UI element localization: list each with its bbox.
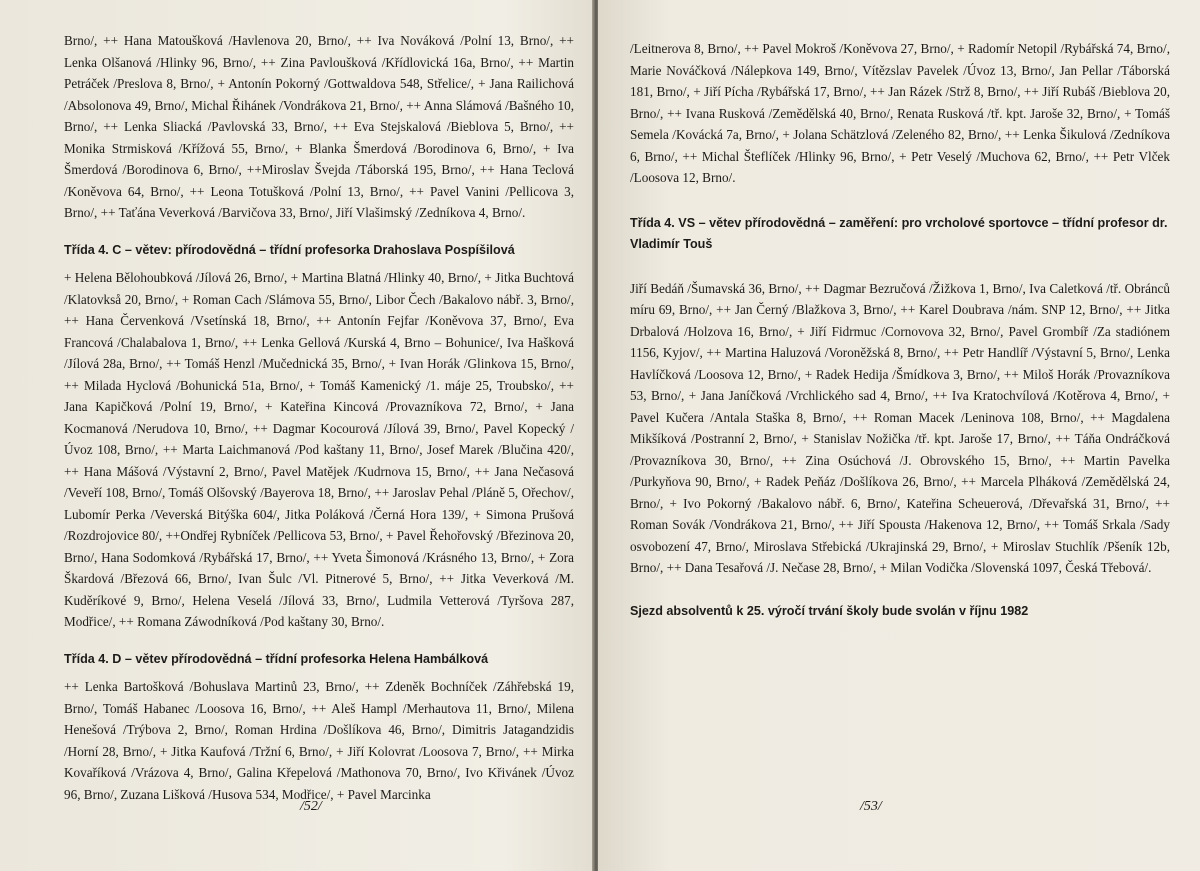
right-page <box>598 0 1200 871</box>
left-intro-paragraph: Brno/, ++ Hana Matoušková /Havlenova 20, Brno/, ++ Iva Nováková /Polní 13, Brno/, ++ Lenka Olšanová /Hlinky 96, Brno/, ++ Zina Pavloušková /Křídlovická 16a, Brno/, ++ Martin Petráček /Preslova 8, Brno/, + Antonín Pokorný /Gottwaldova 548, Střelice/, + Jana Railichová /Absolonova 49, Brno/, Michal Řihánek /Vondrákova 21, Brno/, ++ Anna Slámová /Bašného 10, Brno/, ++ Lenka Sliacká /Pavlovská 33, Brno/, ++ Eva Stejskalová /Bieblova 5, Brno/, ++ Monika Strmisková /Křížová 55, Brno/, + Blanka Šmerdová /Borodinova 6, Brno/, + Iva Šmerdová /Borodinova 6, Brno/, ++Miroslav Švejda /Táborská 195, Brno/, ++ Hana Teclová /Koněvova 64, Brno/, ++ Leona Totušková /Polní 13, Brno/, ++ Pavel Vanini /Pellicova 3, Brno/, ++ Taťána Veverková /Barvičova 33, Brno/, Jiří Vlašimský /Zedníkova 4, Brno/. <box>64 33 574 220</box>
closing-note: Sjezd absolventů k 25. výročí trvání školy bude svolán v říjnu 1982 <box>630 603 1029 618</box>
left-page <box>0 0 594 871</box>
right-intro-paragraph: /Leitnerova 8, Brno/, ++ Pavel Mokroš /Koněvova 27, Brno/, + Radomír Netopil /Rybářská 74, Brno/, Marie Nováčková /Nálepkova 149, Brno/, Vítězslav Pavelek /Úvoz 13, Brno/, Jan Pellar /Táborská 181, Brno/, + Jiří Pícha /Rybářská 17, Brno/, ++ Jan Rázek /Strž 8, Brno/, ++ Jiří Rubáš /Bieblova 20, Brno/, ++ Ivana Rusková /Zemědělská 40, Brno/, Renata Rusková /tř. kpt. Jaroše 32, Brno/, + Tomáš Semela /Kovácká 7a, Brno/, + Jolana Schätzlová /Zeleného 82, Brno/, ++ Lenka Šikulová /Zedníkova 6, Brno/, ++ Michal Šteflíček /Hlinky 96, Brno/, + Petr Veselý /Muchova 62, Brno/, ++ Petr Vlček /Loosova 12, Brno/. <box>630 41 1170 185</box>
left-page-number: /52/ <box>300 799 322 814</box>
section-4vs-heading: Třída 4. VS – větev přírodovědná – zaměření: pro vrcholové sportovce – třídní profesor dr. Vladimír Touš <box>630 215 1168 251</box>
section-4d-heading: Třída 4. D – větev přírodovědná – třídní profesorka Helena Hambálková <box>64 651 489 666</box>
section-4c-heading: Třída 4. C – větev: přírodovědná – třídní profesorka Drahoslava Pospíšilová <box>64 242 515 257</box>
right-page-number: /53/ <box>860 799 882 814</box>
section-4c-text: + Helena Bělohoubková /Jílová 26, Brno/, + Martina Blatná /Hlinky 40, Brno/, + Jitka Buchtová /Klatovkså 20, Brno/, + Roman Cach /Slámova 55, Brno/, Libor Čech /Bakalovo nábř. 3, Brno/, ++ Hana Červenková /Vsetínská 18, Brno/, ++ Antonín Fejfar /Koněvova 37, Brno/, Eva Francová /Chalabalova 1, Brno/, ++ Lenka Gellová /Kurská 4, Brno – Bohunice/, Iva Hašková /Jílová 28a, Brno/, ++ Tomáš Henzl /Mučednická 35, Brno/, + Ivan Horák /Glinkova 15, Brno/, ++ Milada Hyclová /Bohunická 51a, Brno/, + Tomáš Kamenický /1. máje 25, Troubsko/, ++ Jana Kapičková /Polní 19, Brno/, + Kateřina Kincová /Provazníkova 72, Brno/, + Jana Kocmanová /Nerudova 10, Brno/, ++ Dagmar Kocourová /Jílová 39, Brno/, Pavel Kopecký /Úvoz 108, Brno/, ++ Marta Laichmanová /Pod kaštany 11, Brno/, Josef Marek /Blučina 420/, ++ Hana Mášová /Výstavní 2, Brno/, Pavel Matějek /Kudrnova 15, Brno/, ++ Jana Nečasová /Veveří 108, Brno/, Tomáš Olšovský /Bayerova 18, Brno/, ++ Jaroslav Pehal /Pláně 5, Ořechov/, Lubomír Perka /Veverská Bitýška 604/, Jitka Poláková /Černá Hora 139/, + Simona Prušová /Rozdrojovice 80/, ++Ondřej Rybníček /Pellicova 53, Brno/, + Pavel Řehořovský /Březinova 20, Brno/, Hana Sodomková /Rybářská 17, Brno/, ++ Yveta Šimonová /Krásného 13, Brno/, + Zora Škardová /Březová 66, Brno/, Ivan Šulc /Vl. Pitnerové 5, Brno/, ++ Jitka Veverková /M. Kuděríkové 9, Brno/, Helena Veselá /Jílová 33, Brno/, Ludmila Vetterová /Tyršova 287, Modřice/, ++ Romana Záwodníková /Pod kaštany 30, Brno/. <box>64 270 574 629</box>
section-4d-text: ++ Lenka Bartošková /Bohuslava Martinů 23, Brno/, ++ Zdeněk Bochníček /Záhřebská 19, Brno/, Tomáš Habanec /Loosova 16, Brno/, ++ Aleš Hampl /Merhautova 11, Brno/, Milena Henešová /Trýbova 2, Brno/, Roman Hrdina /Došlíkova 46, Brno/, Dimitris Jatagandzidis /Horní 28, Brno/, + Jitka Kaufová /Tržní 6, Brno/, + Jiří Kolovrat /Loosova 7, Brno/, ++ Mirka Kovaříková /Vrázova 4, Brno/, Galina Křepelová /Mathonova 70, Brno/, Ivo Křivánek /Úvoz 96, Brno/, Zuzana Lišková /Husova 534, Modřice/, + Pavel Marcinka <box>64 679 574 802</box>
section-4vs-text: Jiří Bedáň /Šumavská 36, Brno/, ++ Dagmar Bezručová /Žižkova 1, Brno/, Iva Caletková /tř. Obránců míru 69, Brno/, ++ Jan Černý /Blažkova 3, Brno/, ++ Karel Doubrava /nám. SNP 12, Brno/, ++ Jitka Drbalová /Holzova 16, Brno/, + Jiří Fidrmuc /Cornovova 32, Brno/, Pavel Grombíř /Za stadiónem 1156, Kyjov/, ++ Martina Haluzová /Voroněžská 8, Brno/, ++ Petr Handlíř /Výstavní 5, Brno/, Lenka Havlíčková /Loosova 12, Brno/, + Radek Hedija /Šmídkova 3, Brno/, ++ Miloš Horák /Provazníkova 53, Brno/, + Jana Janíčková /Vrchlického sad 4, Brno/, ++ Iva Kratochvílová /Kotěrova 4, Brno/, + Pavel Kučera /Antala Staška 8, Brno/, ++ Roman Macek /Leninova 108, Brno/, ++ Magdalena Mikšíková /Postranní 2, Brno/, + Stanislav Nožička /tř. kpt. Jaroše 17, Brno/, ++ Táňa Ondráčková /Provazníkova 30, Brno/, ++ Zina Osúchová /J. Obrovského 15, Brno/, ++ Martin Pavelka /Purkyňova 90, Brno/, + Radek Peňáz /Došlíkova 26, Brno/, ++ Marcela Plháková /Zemědělská 24, Brno/, + Ivo Pokorný /Bakalovo nábř. 6, Brno/, Kateřina Scheuerová, /Dřevařská 31, Brno/, ++ Roman Sovák /Vondrákova 21, Brno/, ++ Jiří Spousta /Hakenova 12, Brno/, ++ Tomáš Srkala /Sady osvobození 47, Brno/, Miroslava Střebická /Ukrajinská 29, Brno/, + Miroslav Stuchlík /Pšeník 12b, Brno/, ++ Dana Tesařová /J. Nečase 28, Brno/, + Milan Vodička /Slovenská 1097, Česká Třebová/. <box>630 280 1170 575</box>
